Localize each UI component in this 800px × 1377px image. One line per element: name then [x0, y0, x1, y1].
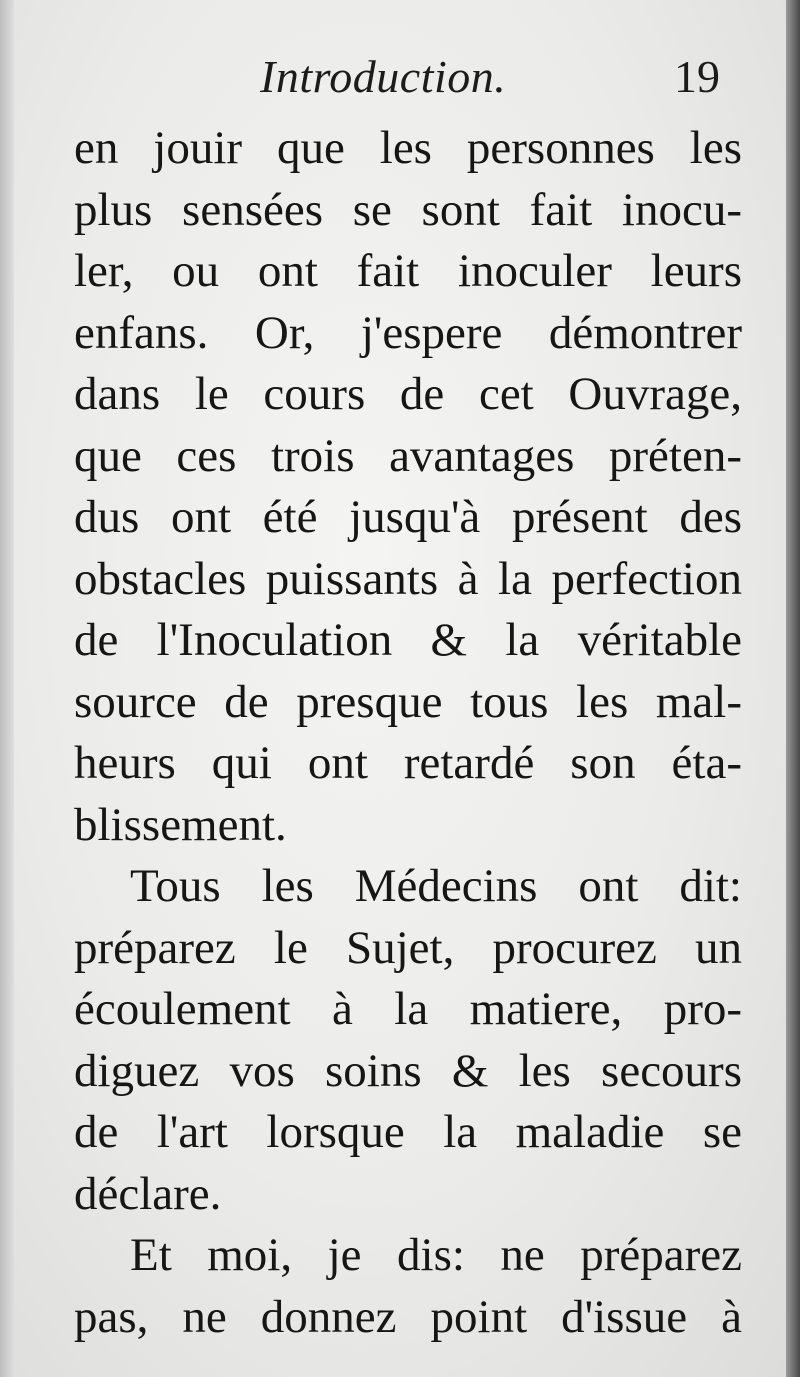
- text-line: de l'Inoculation & la véritable: [74, 614, 742, 666]
- text-line: préparez le Sujet, procurez un: [74, 921, 742, 974]
- text-line: dus ont été jusqu'à présent des: [74, 491, 742, 543]
- book-page: [14, 0, 788, 1377]
- text-line: blissement.: [74, 798, 287, 851]
- text-line: pas, ne donnez point d'issue à: [74, 1290, 742, 1343]
- text-line: que ces trois avantages préten-: [74, 429, 742, 482]
- page-number: 19: [674, 51, 720, 102]
- body-text: [74, 118, 742, 1348]
- paragraph-1: [74, 118, 742, 856]
- page-header: [14, 48, 788, 108]
- text-line: dans le cours de cet Ouvrage,: [74, 368, 742, 420]
- text-line: obstacles puissants à la perfection: [74, 552, 742, 605]
- text-line: Tous les Médecins ont dit:: [130, 860, 742, 912]
- book-gutter: [0, 0, 14, 1377]
- paragraph-2: [74, 856, 742, 1225]
- page-edge-shadow: [786, 0, 800, 1377]
- text-line: Et moi, je dis: ne préparez: [130, 1229, 742, 1281]
- paragraph-3: [74, 1225, 742, 1348]
- text-line: diguez vos soins & les secours: [74, 1044, 742, 1097]
- text-line: plus sensées se sont fait inocu-: [74, 183, 742, 236]
- text-line: écoulement à la matiere, pro-: [74, 983, 742, 1035]
- text-line: ler, ou ont fait inoculer leurs: [74, 245, 742, 297]
- running-title: Introduction.: [260, 51, 507, 102]
- text-line: de l'art lorsque la maladie se: [74, 1106, 742, 1158]
- text-line: en jouir que les personnes les: [74, 122, 742, 174]
- text-line: heurs qui ont retardé son éta-: [74, 737, 742, 789]
- text-line: déclare.: [74, 1167, 222, 1220]
- text-line: source de presque tous les mal-: [74, 675, 742, 728]
- text-line: enfans. Or, j'espere démontrer: [74, 306, 742, 359]
